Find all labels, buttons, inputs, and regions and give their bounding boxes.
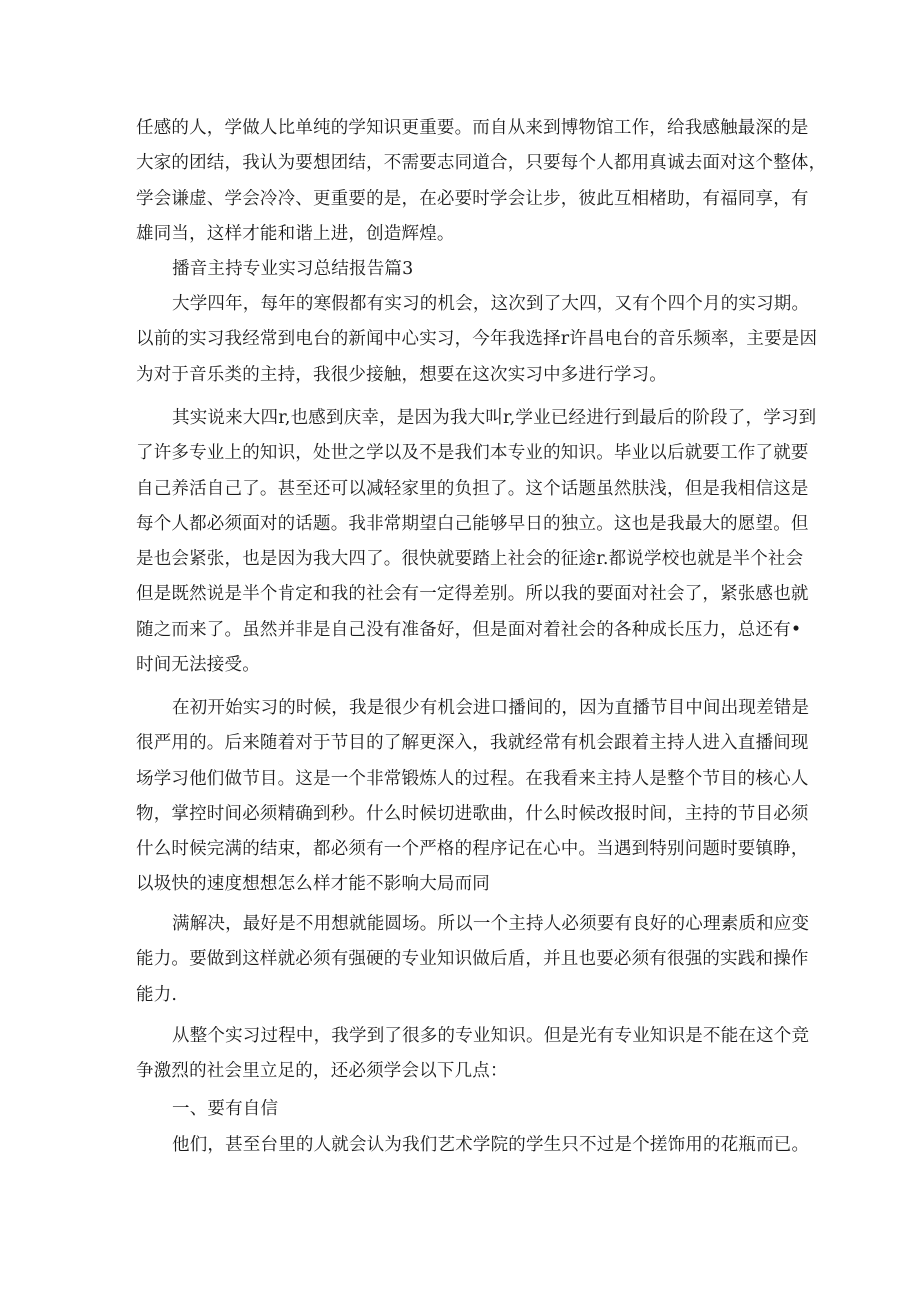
paragraph-lessons [136,1019,810,1090]
text-line: 场学习他们做节目。这是一个非常锻炼人的过程。在我看来主持人是整个节目的核心人 [136,768,809,789]
paragraph-internship-intro [136,287,818,393]
text-line: 但是既然说是半个肯定和我的社会有一定得差别。所以我的要面对社会了，紧张感也就 [136,584,809,605]
text-line: 是也会紧张，也是因为我大四了。很快就要踏上社会的征途r.都说学校也就是半个社会 [136,549,804,570]
paragraph-studio-experience [136,691,810,903]
text-line: 其实说来大四r,也感到庆幸，是因为我大叫r,学业已经进行到最后的阶段了，学习到 [172,408,817,428]
text-line: 以圾快的速度想想怎么样才能不影响大局而同 [136,874,490,895]
text-line: 什么时候完满的结束，都必须有一个严格的程序记在心中。当遇到特别问题时要镇睁， [136,839,809,860]
text-line: 大家的团结，我认为要想团结，不需要志同道合，只要每个人都用真诚去面对这个整体， [136,153,827,174]
paragraph-host-abilities [136,907,810,1013]
text-line: 时间无法接受。 [136,655,260,676]
paragraph-teamwork [136,111,827,252]
section-heading [136,252,784,287]
text-line: 学会谦虚、学会冷冷、更重要的是，在必要时学会让步，彼此互相楮助，有福同享，有 [136,188,809,209]
paragraph-senior-year [136,401,817,683]
text-line: 任感的人，学做人比单纯的学知识更重要。而自从来到博物馆工作，给我感触最深的是 [136,118,809,138]
text-line: 自己养活自己了。甚至还可以减轻家里的负担了。这个话题虽然肤浅，但是我相信这是 [136,478,809,499]
text-line: 为对于音乐类的主持，我很少接触，想要在这次实习中多进行学习。 [136,364,667,385]
text-line: 物，掌控时间必须精确到秒。什么时候切进歌曲，什么时候改报时间，主持的节目必须 [136,803,809,824]
text-line: 以前的实习我经常到电台的新闻中心实习，今年我选择r许昌电台的音乐频率，主要是因 [136,329,818,350]
text-line: 满解决，最好是不用想就能圆场。所以一个主持人必须要有良好的心理素质和应变 [172,914,810,934]
text-line: 争激烈的社会里立足的，还必须学会以下几点： [136,1061,508,1082]
text-line: 很严用的。后来随着对于节目的了解更深入，我就经常有机会跟着主持人进入直播间现 [136,733,809,754]
heading-text: 播音主持专业实习总结报告篇3 [172,259,414,279]
text-line: 每个人都必须面对的话题。我非常期望白己能够早日的独立。这也是我最大的愿望。但 [136,513,809,534]
text-line: 在初开始实习的时候，我是很少有机会进口播间的，因为直播节目中间出现差错是 [172,698,810,718]
subheading-confidence [136,1092,784,1127]
text-line: 能力。要做到这样就必须有强硬的专业知识做后盾，并且也要必须有很强的实践和操作 [136,949,809,970]
text-line: 了许多专业上的知识，处世之学以及不是我们本专业的知识。毕业以后就要工作了就要 [136,443,809,464]
text-line: 从整个实习过程中，我学到了很多的专业知识。但是光有专业知识是不能在这个竞 [172,1026,810,1046]
text-line: 他们，甚至台里的人就会认为我们艺术学院的学生只不过是个搓饰用的花瓶而已。 [172,1135,810,1155]
text-line: 雄同当，这样才能和谐上进，创造辉煌。 [136,223,455,244]
text-line: 随之而来了。虽然并非是自己没有准备好，但是面对着社会的各种成长压力，总还有• [136,619,802,640]
text-line: 大学四年，每年的寒假都有实习的机会，这次到了大四，又有个四个月的实习期。 [172,294,810,314]
subheading-text: 一、要有自信 [172,1099,279,1119]
paragraph-vase-remark [136,1128,810,1163]
text-line: 能力. [136,984,178,1005]
